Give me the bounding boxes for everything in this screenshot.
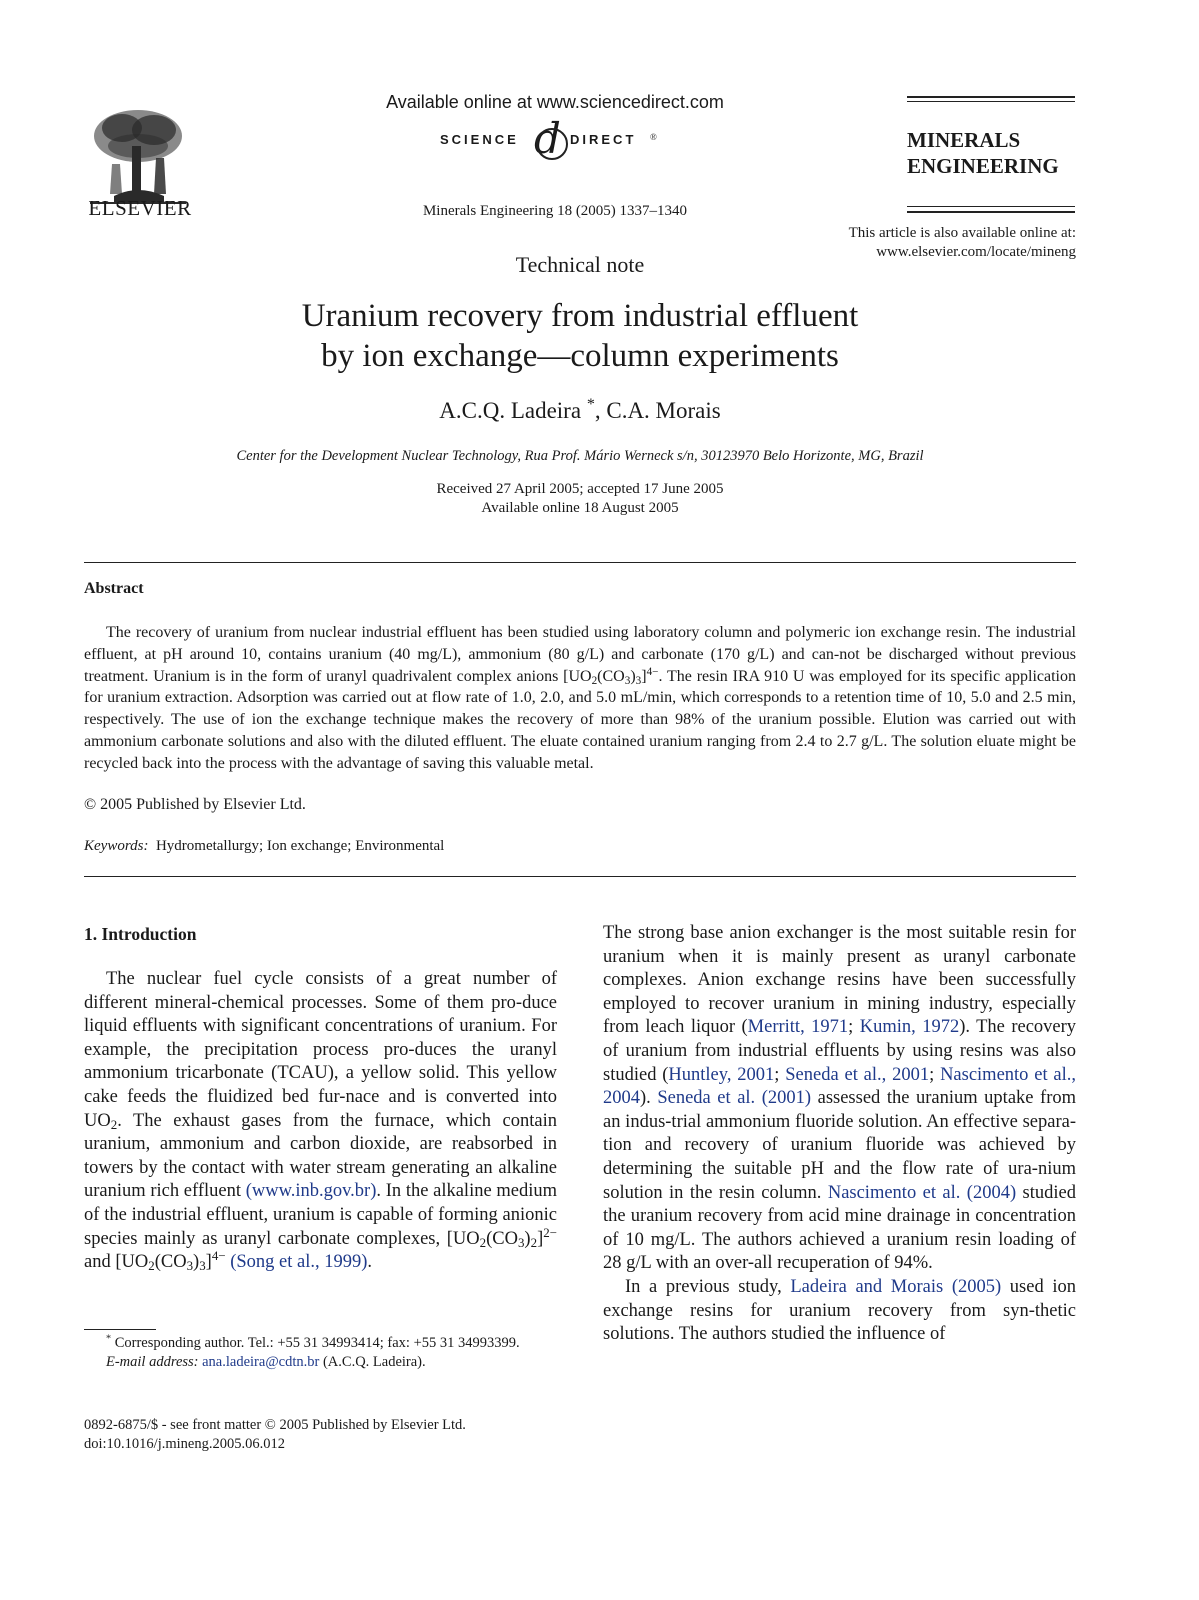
title-line2: by ion exchange—column experiments: [321, 338, 839, 374]
journal-name-line2: ENGINEERING: [907, 154, 1059, 178]
citation-link[interactable]: Nascimento et al., 2004: [603, 1064, 1077, 1109]
citation-link[interactable]: Merritt, 1971: [747, 1017, 849, 1038]
affiliation: Center for the Development Nuclear Technology, Rua Prof. Mário Werneck s/n, 30123970 Belo Horizonte, MG, Brazil: [236, 448, 924, 464]
citation-link[interactable]: Seneda et al., 2001: [785, 1064, 930, 1085]
intro-paragraph-1: The nuclear fuel cycle consists of a great number of different mineral-chemical processes. Some of them pro-duce liquid effluents with significant concentrations of uranium. For example, the precipitation process pro-duces the uranyl ammonium tricarbonate (TCAU), a yellow solid. This yellow cake feeds the fluidized bed fur-nace and is converted into $UO_2$. The exhaust gases from the furnace, which contain uranium, ammonium and carbon dioxide, are reabsorbed in towers by the contact with water stream generating an alkaline uranium rich effluent (www.inb.gov.br). In the alkaline medium of the industrial effluent, uranium is capable of forming anionic species mainly as uranyl carbonate complexes, $[UO_2(CO_3)_2]^{2-}$ and $[UO_2(CO_3)_3]^{4-}$ (Song et al., 1999).: [84, 969, 557, 1274]
sd-logo-d-icon: d: [534, 114, 561, 163]
section-divider: [84, 876, 1076, 877]
journal-name: [907, 127, 1087, 179]
journal-box-rule: [907, 101, 1075, 102]
author-2[interactable]: C.A. Morais: [606, 398, 721, 423]
doi-line[interactable]: doi:10.1016/j.mineng.2005.06.012: [84, 1436, 285, 1452]
journal-box-rule: [907, 96, 1075, 98]
intro-paragraph-3: In a previous study, Ladeira and Morais (2005) used ion exchange resins for uranium recovery from syn-thetic solutions. The authors studied the influence of: [603, 1276, 1076, 1345]
article-title: [150, 296, 1010, 376]
article-type: Technical note: [515, 252, 645, 277]
section-heading-introduction: 1. Introduction: [84, 924, 197, 944]
issn-line: 0892-6875/$ - see front matter © 2005 Published by Elsevier Ltd.: [84, 1417, 466, 1433]
author-separator: ,: [594, 398, 607, 423]
footnote-rule: [84, 1329, 156, 1330]
author-1[interactable]: A.C.Q. Ladeira: [439, 398, 582, 423]
citation-link[interactable]: Kumin, 1972: [859, 1017, 960, 1038]
citation-link[interactable]: Huntley, 2001: [668, 1064, 775, 1085]
authors: [300, 398, 860, 424]
sd-logo-registered: ®: [650, 132, 657, 142]
intro-paragraph-2: The strong base anion exchanger is the most suitable resin for uranium when it is mainly present as uranyl carbonate complexes. Anion exchange resins have been successfully employed to recover uranium in mining industry, especially from leach liquor (Merritt, 1971; Kumin, 1972). The recovery of uranium from industrial effluents by using resins was also studied (Huntley, 2001; Seneda et al., 2001; Nascimento et al., 2004). Seneda et al. (2001) assessed the uranium uptake from an indus-trial ammonium fluoride solution. An effective separa-tion and recovery of uranium fluoride was achieved by determining the suitable pH and the flow rate of ura-nium solution in the resin column. Nascimento et al. (2004) studied the uranium recovery from acid mine drainage in concentration of 10 mg/L. The authors achieved a uranium resin loading of 28 g/L with an over-all recuperation of 94%.: [603, 923, 1077, 1274]
keywords-label: Keywords:: [84, 838, 149, 854]
received-date: Received 27 April 2005; accepted 17 June 2005: [436, 481, 724, 497]
journal-box-rule: [907, 206, 1075, 207]
title-line1: Uranium recovery from industrial effluent: [301, 298, 859, 334]
keywords: [84, 838, 444, 855]
sd-logo-at-ring: [536, 128, 568, 160]
corresponding-author-note: * Corresponding author. Tel.: +55 31 34993414; fax: +55 31 34993399.: [106, 1333, 520, 1351]
sd-logo-left: SCIENCE: [440, 132, 519, 147]
corresponding-mark[interactable]: *: [586, 396, 595, 414]
abstract-heading: Abstract: [84, 580, 144, 597]
article-dates: [300, 480, 860, 518]
available-online-text: Available online at www.sciencedirect.com: [386, 92, 724, 112]
citation-link[interactable]: (Song et al., 1999): [230, 1252, 368, 1273]
abstract-copyright: © 2005 Published by Elsevier Ltd.: [84, 796, 306, 813]
also-available-note: [760, 224, 1076, 262]
journal-box-rule: [907, 211, 1075, 213]
left-column: [84, 968, 557, 1275]
front-matter: [84, 1416, 584, 1454]
footnotes: [84, 1334, 557, 1372]
email-link[interactable]: ana.ladeira@cdtn.br: [202, 1354, 320, 1370]
journal-name-line1: MINERALS: [907, 128, 1021, 152]
keywords-list: Hydrometallurgy; Ion exchange; Environmental: [155, 838, 445, 854]
sciencedirect-logo: [440, 114, 690, 170]
right-column: [603, 922, 1076, 1347]
also-available-line1: This article is also available online at:: [848, 225, 1076, 241]
also-available-url[interactable]: www.elsevier.com/locate/mineng: [876, 244, 1076, 260]
email-note: E-mail address: ana.ladeira@cdtn.br (A.C.Q. Ladeira).: [106, 1354, 426, 1370]
citation-link[interactable]: Nascimento et al. (2004): [827, 1182, 1017, 1203]
citation-link[interactable]: Ladeira and Morais (2005): [790, 1276, 1002, 1297]
journal-reference: Minerals Engineering 18 (2005) 1337–1340: [422, 203, 688, 219]
publisher-wordmark: ELSEVIER: [88, 196, 192, 220]
section-divider: [84, 562, 1076, 563]
sd-logo-right: DIRECT: [570, 132, 637, 147]
citation-link[interactable]: Seneda et al. (2001): [657, 1088, 812, 1109]
inb-link[interactable]: (www.inb.gov.br): [245, 1181, 377, 1202]
online-date: Available online 18 August 2005: [481, 500, 679, 516]
abstract-text: The recovery of uranium from nuclear industrial effluent has been studied using laboratory column and polymeric ion exchange resin. The industrial effluent, at pH around 10, contains uranium (40 mg/L), ammonium (80 g/L) and carbonate (170 g/L) and can-not be discharged without previous treatment. Uranium is in the form of uranyl quadrivalent complex anions $[UO_2(CO_3)_3]^{4-}$. The resin IRA 910 U was employed for its specific application for uranium extraction. Adsorption was carried out at flow rate of 1.0, 2.0, and 5.0 mL/min, which corresponds to a retention time of 10, 5.0 and 2.5 min, respectively. The use of ion the exchange technique makes the recovery of more than 98% of the uranium possible. Elution was carried out with ammonium carbonate solutions and also with the diluted effluent. The eluate contained uranium ranging from 2.4 to 2.7 g/L. The solution eluate might be recycled back into the process with the advantage of saving this valuable metal.: [84, 624, 1077, 772]
